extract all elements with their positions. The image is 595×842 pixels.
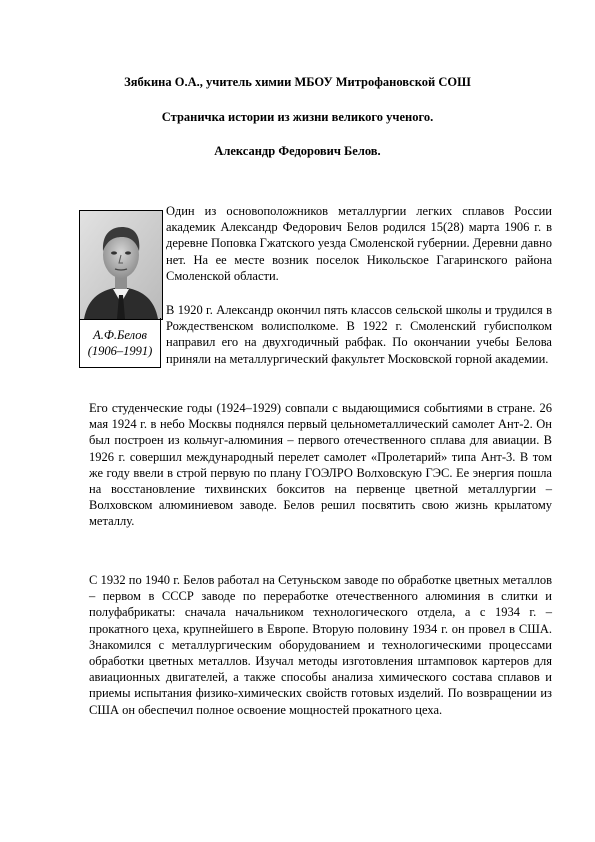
portrait-photo [79, 210, 163, 320]
portrait-caption-years: (1906–1991) [87, 344, 153, 358]
paragraph-education: В 1920 г. Александр окончил пять классов сельской школы и трудился в Рождественском волисполкоме. В 1922 г. Смоленский губисполком направил его на двухгодичный рабфак. По окончании учебы Белова приняли на металлургический факультет Московской горной академии. [166, 303, 552, 366]
paragraph-birth: Один из основоположников металлургии легких сплавов России академик Александр Федорович Белов родился 15(28) марта 1906 г. в деревне Поповка Гжатского уезда Смоленской губернии. Деревни давно нет. На ее месте возник поселок Никольское Гагаринского района Смоленской области. [166, 204, 552, 283]
page-title: Александр Федорович Белов. [214, 144, 381, 158]
paragraph-setun-plant: С 1932 по 1940 г. Белов работал на Сетуньском заводе по обработке цветных металлов – первом в СССР заводе по переработке отечественного алюминия в слитки и полуфабрикаты: сначала начальником технологического отдела, а с 1934 г. – прокатного цеха, крупнейшего в Европе. Вторую половину 1934 г. он провел в США. Знакомился с металлургическим оборудованием и технологическими процессами обработки цветных металлов. Изучал методы изготовления штамповок картеров для авиационных двигателей, а также способы анализа химического состава сплавов и приемы испытания физико-химических свойств готовых изделий. По возвращении из США он обеспечил полное освоение мощностей прокатного цеха. [89, 573, 552, 717]
portrait-image [80, 211, 162, 319]
paragraph-student-years: Его студенческие годы (1924–1929) совпали с выдающимися событиями в стране. 26 мая 1924 г. в небо Москвы поднялся первый цельнометаллический самолет Ант-2. Он был построен из кольчуг-алюминия – первого отечественного сплава для авиации. В 1926 г. совершил международный перелет самолет «Пролетарий» типа Ант-3. В том же году ввели в строй первую по плану ГОЭЛРО Волховскую ГЭС. Ее энергия пошла на восстановление тихвинских бокситов на первенце цветной металлургии – Волховском алюминиевом заводе. Белов решил посвятить свою жизнь крылатому металлу. [89, 401, 552, 529]
author-line: Зябкина О.А., учитель химии МБОУ Митрофановской СОШ [124, 75, 471, 89]
portrait-caption-name: А.Ф.Белов [93, 328, 147, 342]
page-subtitle: Страничка истории из жизни великого ученого. [161, 110, 434, 124]
portrait-caption [79, 318, 161, 368]
